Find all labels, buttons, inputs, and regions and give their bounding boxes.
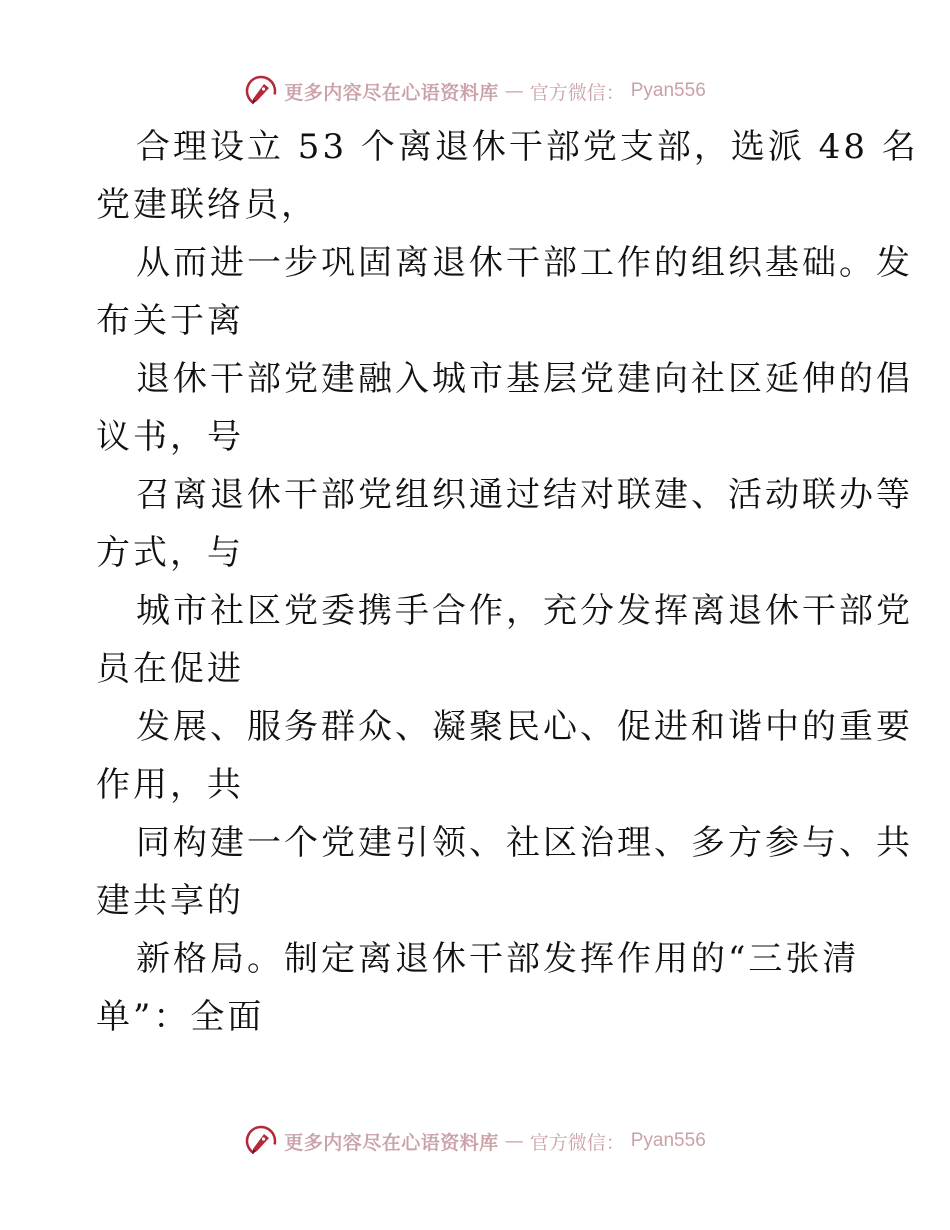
watermark-site-text: 更多内容尽在心语资料库 (284, 1131, 499, 1154)
text-line: 员在促进 (96, 649, 244, 689)
text-line: 方式，与 (96, 533, 244, 573)
text-line: 新格局。制定离退休干部发挥作用的“三张清 (136, 939, 860, 979)
text-line: 召离退休干部党组织通过结对联建、活动联办等 (136, 475, 913, 515)
text-line: 合理设立 53 个离退休干部党支部，选派 48 名 (136, 127, 919, 167)
pen-nib-logo-icon (244, 74, 278, 108)
watermark-separator: — (504, 80, 524, 102)
text-line: 党建联络员， (96, 185, 318, 225)
watermark-separator: — (504, 1130, 524, 1152)
text-line: 作用，共 (96, 765, 244, 805)
watermark-wechat-label: 官方微信： (529, 81, 625, 104)
text-line: 单”：全面 (96, 997, 265, 1037)
text-line: 同构建一个党建引领、社区治理、多方参与、共 (136, 823, 913, 863)
pen-nib-logo-icon (244, 1124, 278, 1158)
watermark-wechat-label: 官方微信： (529, 1131, 625, 1154)
watermark-site-text: 更多内容尽在心语资料库 (284, 81, 499, 104)
text-line: 建共享的 (96, 881, 244, 921)
text-line: 议书，号 (96, 417, 244, 457)
text-line: 从而进一步巩固离退休干部工作的组织基础。发 (136, 243, 913, 283)
text-line: 城市社区党委携手合作，充分发挥离退休干部党 (136, 591, 913, 631)
watermark-wechat-id: Pyan556 (630, 80, 706, 101)
text-line: 布关于离 (96, 301, 244, 341)
watermark-wechat-id: Pyan556 (630, 1130, 706, 1151)
text-line: 发展、服务群众、凝聚民心、促进和谐中的重要 (136, 707, 913, 747)
footer-watermark (0, 1121, 950, 1161)
header-watermark (0, 71, 950, 111)
text-line: 退休干部党建融入城市基层党建向社区延伸的倡 (136, 359, 913, 399)
body-text (96, 118, 919, 1046)
